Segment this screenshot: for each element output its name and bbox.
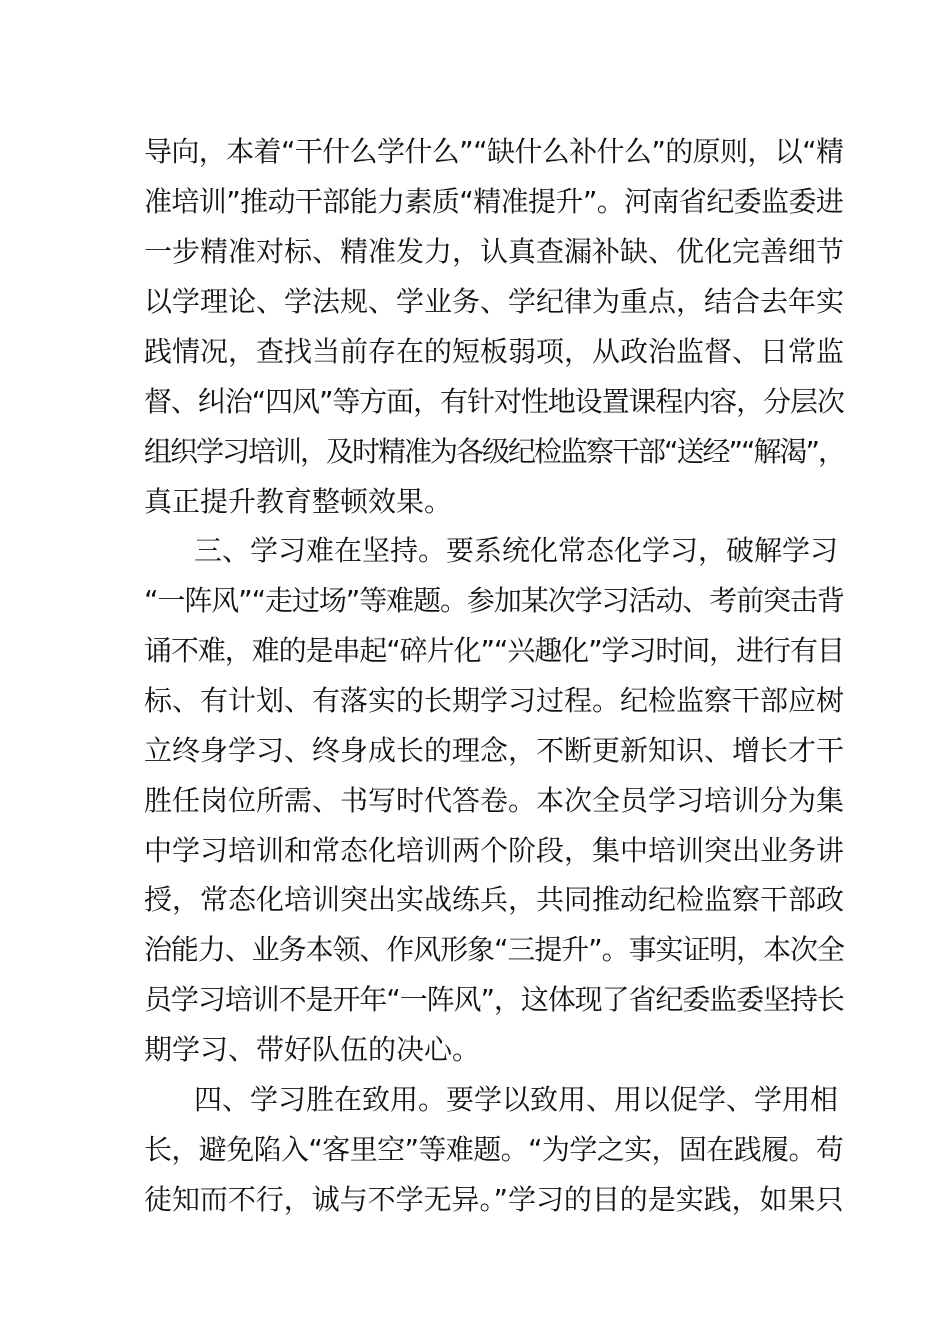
text-line: 治能力、业务本领、作风形象“三提升”。事实证明，本次全 [144,933,844,966]
text-line: 真正提升教育整顿效果。 [144,485,453,518]
text-line: 期学习、带好队伍的决心。 [144,1033,481,1066]
text-line: 徒知而不行，诚与不学无异。”学习的目的是实践，如果只 [144,1183,844,1216]
text-line: 立终身学习、终身成长的理念，不断更新知识、增长才干 [144,734,845,767]
text-line: 以学理论、学法规、学业务、学纪律为重点，结合去年实 [144,285,845,318]
text-line: 导向，本着“干什么学什么”“缺什么补什么”的原则，以“精 [144,135,844,168]
text-line: 员学习培训不是开年“一阵风”，这体现了省纪委监委坚持长 [144,983,844,1016]
text-line: 胜任岗位所需、书写时代答卷。本次全员学习培训分为集 [144,784,845,817]
text-line: 授，常态化培训突出实战练兵，共同推动纪检监察干部政 [144,883,845,916]
paragraph-heading-line: 三、学习难在坚持。要系统化常态化学习，破解学习 [194,534,839,567]
text-line: 诵不难，难的是串起“碎片化”“兴趣化”学习时间，进行有目 [144,634,844,667]
paragraph-heading-line: 四、学习胜在致用。要学以致用、用以促学、学用相 [194,1083,839,1116]
text-line: 践情况，查找当前存在的短板弱项，从政治监督、日常监 [144,335,845,368]
text-line: “一阵风”“走过场”等难题。参加某次学习活动、考前突击背 [144,584,844,617]
text-line: 标、有计划、有落实的长期学习过程。纪检监察干部应树 [144,684,845,717]
text-line: 准培训”推动干部能力素质“精准提升”。河南省纪委监委进 [144,185,844,218]
text-line: 长，避免陷入“客里空”等难题。“为学之实，固在践履。苟 [144,1133,844,1166]
text-line: 中学习培训和常态化培训两个阶段，集中培训突出业务讲 [144,834,845,867]
text-line: 组织学习培训，及时精准为各级纪检监察干部“送经”“解渴”， [144,435,845,468]
text-line: 一步精准对标、精准发力，认真查漏补缺、优化完善细节 [144,235,845,268]
text-line: 督、纠治“四风”等方面，有针对性地设置课程内容，分层次 [144,385,844,418]
